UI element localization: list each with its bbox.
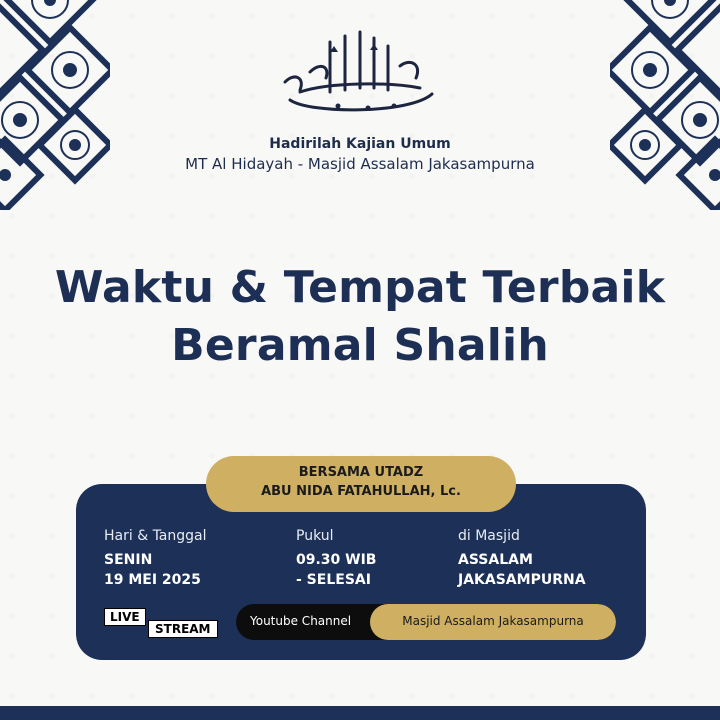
- date-column: [104, 528, 207, 590]
- live-stream-badge: [104, 608, 224, 638]
- date-value: 19 MEI 2025: [104, 572, 201, 588]
- stream-label: STREAM: [148, 620, 218, 638]
- live-label: LIVE: [104, 608, 146, 626]
- channel-name: Masjid Assalam Jakasampurna: [402, 614, 584, 628]
- speaker-line2: ABU NIDA FATAHULLAH, Lc.: [261, 484, 461, 499]
- geometric-ornament-left-icon: [0, 0, 110, 210]
- event-title-line2: Beramal Shalih: [171, 320, 549, 371]
- place-label: di Masjid: [458, 528, 520, 544]
- channel-name-pill[interactable]: [370, 604, 616, 640]
- speaker-line1: BERSAMA UTADZ: [298, 465, 424, 480]
- time-end: - SELESAI: [296, 572, 371, 588]
- time-label: Pukul: [296, 528, 334, 544]
- bottom-strip: [0, 706, 720, 720]
- geometric-ornament-right-icon: [610, 0, 720, 210]
- time-start: 09.30 WIB: [296, 552, 377, 568]
- date-label: Hari & Tanggal: [104, 528, 207, 544]
- place-name: ASSALAM: [458, 552, 533, 568]
- intro-subheading: MT Al Hidayah - Masjid Assalam Jakasampurna: [185, 155, 535, 173]
- youtube-channel-pill[interactable]: [236, 604, 616, 640]
- event-title-line1: Waktu & Tempat Terbaik: [54, 262, 666, 313]
- place-column: [458, 528, 586, 590]
- bismillah-calligraphy-icon: [270, 22, 450, 122]
- speaker-pill: [206, 456, 516, 512]
- place-area: JAKASAMPURNA: [458, 572, 586, 588]
- date-day: SENIN: [104, 552, 153, 568]
- intro-heading: Hadirilah Kajian Umum: [269, 136, 451, 152]
- time-column: [296, 528, 376, 590]
- platform-label: Youtube Channel: [250, 614, 352, 628]
